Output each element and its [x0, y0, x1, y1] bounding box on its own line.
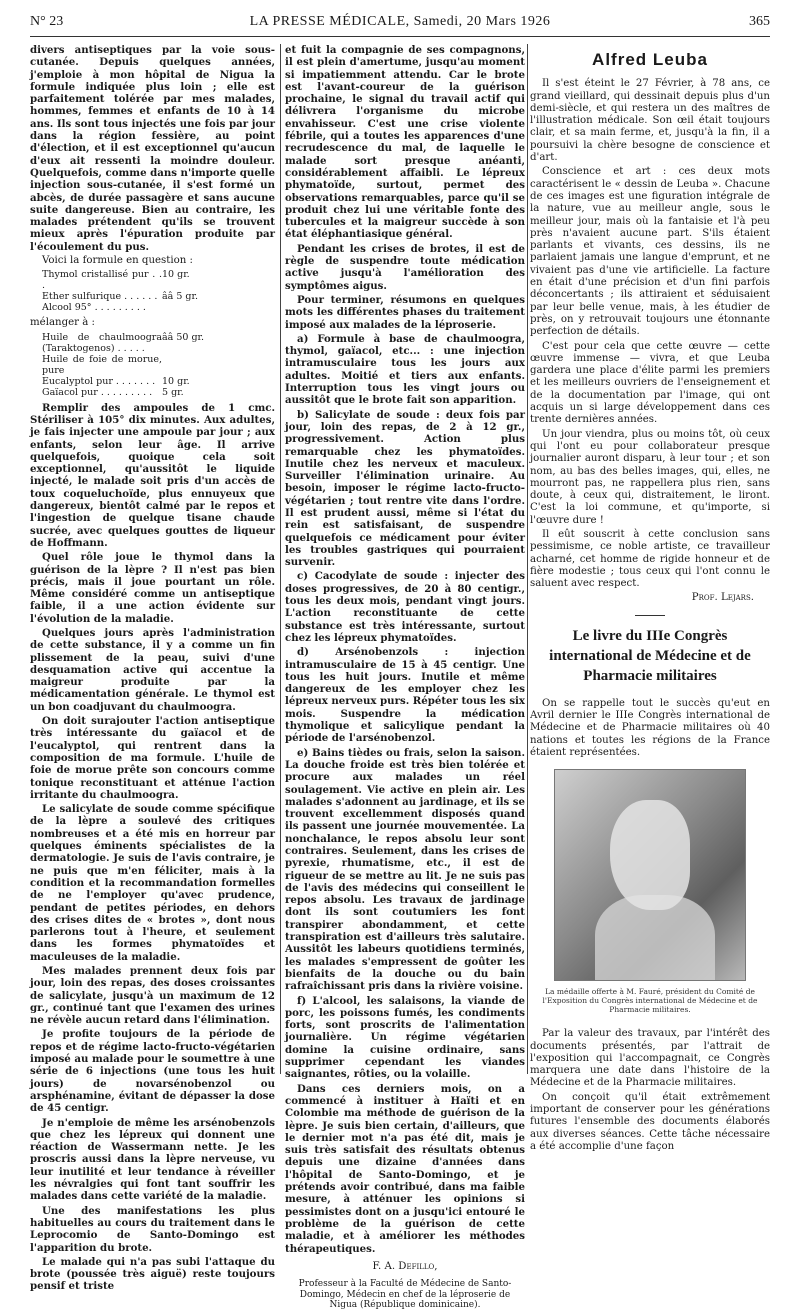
- formula-qty: ââ 50 gr.: [162, 331, 205, 343]
- paragraph: et fuit la compagnie de ses compagnons, il est plein d'amertume, jusqu'au moment si impatiemment attendu. Car le brote est l'avant-coureur de la guérison prochaine, le signal du travail actif qui délivrera l'organisme du microbe envahisseur. C'est une crise violente fébrile, qui a toutes les apparences d'une recrudescence du mal, de laquelle le malade sort presque anéanti, considérablement affaibli. Le lépreux phymatoïde, surtout, permet des observations remarquables, parce qu'il se produit chez lui une véritable fonte des tubercules et la maigreur succède à son état éléphantiasique général.: [285, 44, 525, 241]
- formula-ingredient: Thymol cristallisé pur . . .: [42, 269, 162, 292]
- formula-ingredient: Alcool 95° . . . . . . . . .: [42, 302, 146, 314]
- section-rule: [635, 615, 665, 616]
- header-rule: [30, 36, 770, 37]
- page-header: [30, 14, 770, 36]
- column-2: [285, 44, 525, 1311]
- author-affiliation: Professeur à la Faculté de Médecine de Santo-Domingo, Médecin en chef de la léproserie de Nigua (République dominicaine).: [298, 1279, 512, 1311]
- formula-ingredient: Gaïacol pur . . . . . . . . .: [42, 386, 153, 398]
- formula-qty: 5 gr.: [162, 386, 184, 398]
- formula-ingredient: Huile de chaulmoogra (Taraktogenos) . . . . .: [42, 331, 162, 354]
- paragraph: divers antiseptiques par la voie sous-cutanée. Depuis quelques années, j'emploie à mon hôpital de Nigua la formule indiquée plus loin ; elle est parfaitement tolérée par mes malades, hommes, femmes et enfants de 10 à 14 ans. Ils sont tous injectés une fois par jour dans la région fessière, au point d'élection, et il est exceptionnel qu'aucun d'eux ait ressenti la moindre douleur. Quelquefois, comme dans n'importe quelle injection sous-cutanée, il s'est formé un abcès, de durée passagère et sans aucune suite dangereuse. Bien au contraire, les malades prétendent qu'ils se trouvent mieux après l'épuration produite par l'écoulement du pus.: [30, 44, 275, 253]
- paragraph: Il s'est éteint le 27 Février, à 78 ans, ce grand vieillard, qui dessinait depuis plus d'un demi-siècle, et qui restera un des maîtres de l'illustration médicale. Son œil était toujours clair, et sa main ferme, et, jusqu'à la fin, il a poursuivi la chère besogne de conscience et d'art.: [530, 78, 770, 164]
- section-title: Le livre du IIIe Congrès international de Médecine et de Pharmacie militaires: [549, 627, 751, 684]
- formula-qty: ââ 5 gr.: [162, 291, 199, 303]
- paragraph: Le malade qui n'a pas subi l'attaque du brote (poussée très aiguë) reste toujours pensif et triste: [30, 1255, 275, 1293]
- formula-intro: Voici la formule en question :: [42, 255, 193, 267]
- paragraph: Dans ces derniers mois, on a commencé à instituer à Haïti et en Colombie ma méthode de guérison de la lèpre. Je suis bien certain, d'ailleurs, que le dernier mot n'a pas été dit, mais je suis très satisfait des résultats obtenus depuis une dizaine d'années dans l'hôpital de Santo-Domingo, et je prétends avoir contribué, dans ma faible mesure, à atténuer les opinions si pessimistes dont on a jusqu'ici entouré le problème de la guérison de cette maladie, et à améliorer les méthodes thérapeutiques.: [285, 1082, 525, 1255]
- photo-caption: La médaille offerte à M. Fauré, président du Comité de l'Exposition du Congrès international de Médecine et de Pharmacie militaires.: [542, 987, 758, 1015]
- treatment-b: b) Salicylate de soude : deux fois par jour, loin des repas, de 2 à 12 gr., progressivement. Action plus remarquable chez les phymatoïdes. Inutile chez les nerveux et maculeux. Surveiller l'élimination urinaire. Au besoin, imposer le régime lacto-fructo-végétarien ; tout rentre vite dans l'ordre. Il est prudent aussi, même si l'état du rein est satisfaisant, de suspendre quelquefois ce médicament pour éviter les troubles gastriques qui pourraient survenir.: [285, 408, 525, 569]
- paragraph: On conçoit qu'il était extrêmement important de conserver pour les générations futures l'ensemble des documents élaborés aux diverses séances. Cette tâche nécessaire a été accomplie d'une façon: [530, 1091, 770, 1152]
- column-1: [30, 44, 275, 1295]
- obituary-title: Alfred Leuba: [592, 50, 708, 69]
- formula-ingredient: Ether sulfurique . . . . . .: [42, 291, 158, 303]
- medal-profile: [610, 800, 690, 910]
- formula-1: [42, 269, 275, 313]
- issue-number: N° 23: [30, 14, 64, 29]
- formula-ingredient: Huile de foie de morue, pure: [42, 353, 162, 376]
- paragraph: Quel rôle joue le thymol dans la guérison de la lèpre ? Il n'est pas bien précis, mais il joue pourtant un rôle. Même considéré comme un antiseptique faible, il a une action évidente sur l'évolution de la maladie.: [30, 551, 275, 625]
- paragraph: Une des manifestations les plus habituelles au cours du traitement dans le Leprocomio de Santo-Domingo est l'apparition du brote.: [30, 1204, 275, 1254]
- paragraph: Quelques jours après l'administration de cette substance, il y a comme un fin plissement de la peau, suivi d'une desquamation active qui accentue la maigreur produite par la médicamentation générale. Le thymol est un bon coadjuvant du chaulmoogra.: [30, 626, 275, 713]
- paragraph: Remplir des ampoules de 1 cmc. Stériliser à 105° dix minutes. Aux adultes, je fais injecter une ampoule par jour ; aux enfants, selon leur âge. Il arrive quelquefois, quoique cela soit exceptionnel, qu'aussitôt le liquide injecté, le malade soit pris d'un accès de toux coqueluchoïde, plus ennuyeux que dangereux, bientôt calmé par le repos et l'ingestion de quelque tisane chaude sucrée, avec quelques gouttes de liqueur de Hoffmann.: [30, 401, 275, 549]
- paragraph: Pour terminer, résumons en quelques mots les différentes phases du traitement imposé aux malades de la léproserie.: [285, 293, 525, 331]
- paragraph: Pendant les crises de brotes, il est de règle de suspendre toute médication active jusqu'à l'amélioration des symptômes aigus.: [285, 242, 525, 292]
- paragraph: On doit surajouter l'action antiseptique très intéressante du gaïacol et de l'eucalyptol, qui rentrent dans la composition de ma formule. L'huile de foie de morue prête son concours comme tonique reconstituant et atténue l'action irritante du chaulmoogra.: [30, 715, 275, 801]
- paragraph: Le salicylate de soude comme spécifique de la lèpre a soulevé des critiques nombreuses et a été mis en horreur par quelques éminents spécialistes de la dermatologie. Je suis de l'avis contraire, je ne puis que m'en féliciter, mais à la condition et la recommandation formelles de ne l'employer qu'avec prudence, pendant de petites périodes, en dehors des crises dites de « brotes », dont nous parlerons tout à l'heure, et seulement dans les formes phymatoïdes et maculeuses de la maladie.: [30, 803, 275, 963]
- column-divider-1: [280, 44, 281, 1074]
- journal-title: LA PRESSE MÉDICALE, Samedi, 20 Mars 1926: [249, 14, 551, 29]
- formula-qty: 10 gr.: [162, 269, 190, 281]
- paragraph: Je n'emploie de même les arsénobenzols que chez les lépreux qui donnent une réaction de Wassermann nette. Je les proscris aussi dans la lèpre nerveuse, vu leur inutilité et leur tendance à réveiller les névralgies qui font tant souffrir les malades dans cette variété de la maladie.: [30, 1116, 275, 1203]
- page-number: 365: [749, 14, 770, 29]
- formula-qty: 10 gr.: [162, 375, 190, 387]
- paragraph: Il eût souscrit à cette conclusion sans pessimisme, ce noble artiste, ce travailleur acharné, cet homme de rigide honneur et de fière modestie ; tous ceux qui l'ont connu le saluent avec respect.: [530, 528, 770, 590]
- treatment-e: e) Bains tièdes ou frais, selon la saison. La douche froide est très bien tolérée et procure aux malades un réel soulagement. Vie active en plein air. Les malades s'adonnent au jardinage, et ils se trouvent excellemment disposés quand ils passent une journée mouvementée. La nonchalance, le repos absolu leur sont contraires. Seulement, dans les crises de pyrexie, rhumatisme, etc., il est de rigueur de se mettre au lit. Je ne suis pas de l'avis des médecins qui conseillent le repos absolu. Les travaux de jardinage dont ils sont coutumiers les font transpirer abondamment, et cette transpiration est d'ailleurs très salutaire. Aussitôt les labeurs quotidiens terminés, les malades s'empressent de goûter les bienfaits de la douche ou du bain rafraîchissant pris dans la rivière voisine.: [285, 746, 525, 993]
- treatment-a: a) Formule à base de chaulmoogra, thymol, gaïacol, etc... : une injection intramusculaire tous les jours aux adultes. Moitié et tiers aux enfants. Interruption tous les vingt jours ou aussitôt que le brote fait son apparition.: [285, 332, 525, 407]
- paragraph: Conscience et art : ces deux mots caractérisent le « dessin de Leuba ». Chacune de ces images est une figuration intégrale de la nature, vue au meilleur angle, sous le meilleur jour, mais où la fantaisie et l'à peu près n'avaient aucune part. S'ils étaient parlants et vivants, ces dessins, ils ne parlaient jamais une langue d'emprunt, et ne vivaient pas d'une vie artificielle. La facture en était d'une précision et d'un fini parfois déconcertants ; ils attiraient et séduisaient par leur belle venue, mais, à les étudier de près, on y retrouvait toujours une étonnante perfection de détails.: [530, 166, 770, 338]
- medal-photo: [554, 769, 746, 981]
- author-name: F. A. Defillo,: [372, 1260, 438, 1272]
- signature: Prof. Lejars.: [691, 592, 754, 604]
- paragraph: Un jour viendra, plus ou moins tôt, où ceux qui l'ont eu pour collaborateur presque journalier auront disparu, à leur tour ; et son nom, au bas des belles images, qui, elles, ne mourront pas, ne rappellera plus rien, sans doute, à ceux qui, distraitement, le liront. C'est la loi commune, et qu'importe, si l'œuvre dure !: [530, 428, 770, 526]
- column-3: [530, 52, 770, 1155]
- paragraph: Mes malades prennent deux fois par jour, loin des repas, des doses croissantes de salicylate, jusqu'à un maximum de 12 gr., continué tant que l'examen des urines ne révèle aucun retard dans l'élimination.: [30, 965, 275, 1027]
- treatment-c: c) Cacodylate de soude : injecter des doses progressives, de 20 à 80 centigr., tous les deux mois, pendant vingt jours. L'action reconstituante de cette substance est très intéressante, surtout chez les lépreux phymatoïdes.: [285, 570, 525, 644]
- paragraph: Par la valeur des travaux, par l'intérêt des documents présentés, par l'attrait de l'exposition qui l'accompagnait, ce Congrès marquera une date dans l'histoire de la Médecine et de la Pharmacie militaires.: [530, 1028, 770, 1089]
- paragraph: On se rappelle tout le succès qu'eut en Avril dernier le IIIe Congrès international de Médecine et de Pharmacie militaires où 40 nations et toutes les régions de la France étaient représentées.: [530, 697, 770, 758]
- paragraph: C'est pour cela que cette œuvre — cette œuvre immense — vivra, et que Leuba gardera une place d'élite parmi les premiers et les meilleurs ouvriers de l'enseignement et de la documentation par l'image, qui ont acquis un si large développement dans ces trente dernières années.: [530, 340, 770, 426]
- treatment-f: f) L'alcool, les salaisons, la viande de porc, les poissons fumés, les condiments forts, sont proscrits de l'alimentation journalière. Un régime végétarien domine la cuisine ordinaire, sans supprimer cependant les viandes saignantes, rôties, ou la volaille.: [285, 994, 525, 1081]
- paragraph: Je profite toujours de la période de repos et de régime lacto-fructo-végétarien imposé au malade pour le soumettre à une série de 6 injections (une tous les huit jours) de novarsénobenzol ou arsphénamine, évitant de dépasser la dose de 45 centigr.: [30, 1028, 275, 1115]
- column-divider-2: [527, 44, 528, 1074]
- formula-ingredient: Eucalyptol pur . . . . . . .: [42, 375, 156, 387]
- formula-melanger: mélanger à :: [30, 317, 95, 329]
- treatment-d: d) Arsénobenzols : injection intramusculaire de 15 à 45 centigr. Une tous les huit jours. Inutile et même dangereux de les employer chez les lépreux nerveux purs. Répéter tous les six mois. Suspendre la médication thymolique et salicylique pendant la période de l'arsénobenzol.: [285, 646, 525, 745]
- formula-2: [42, 332, 275, 398]
